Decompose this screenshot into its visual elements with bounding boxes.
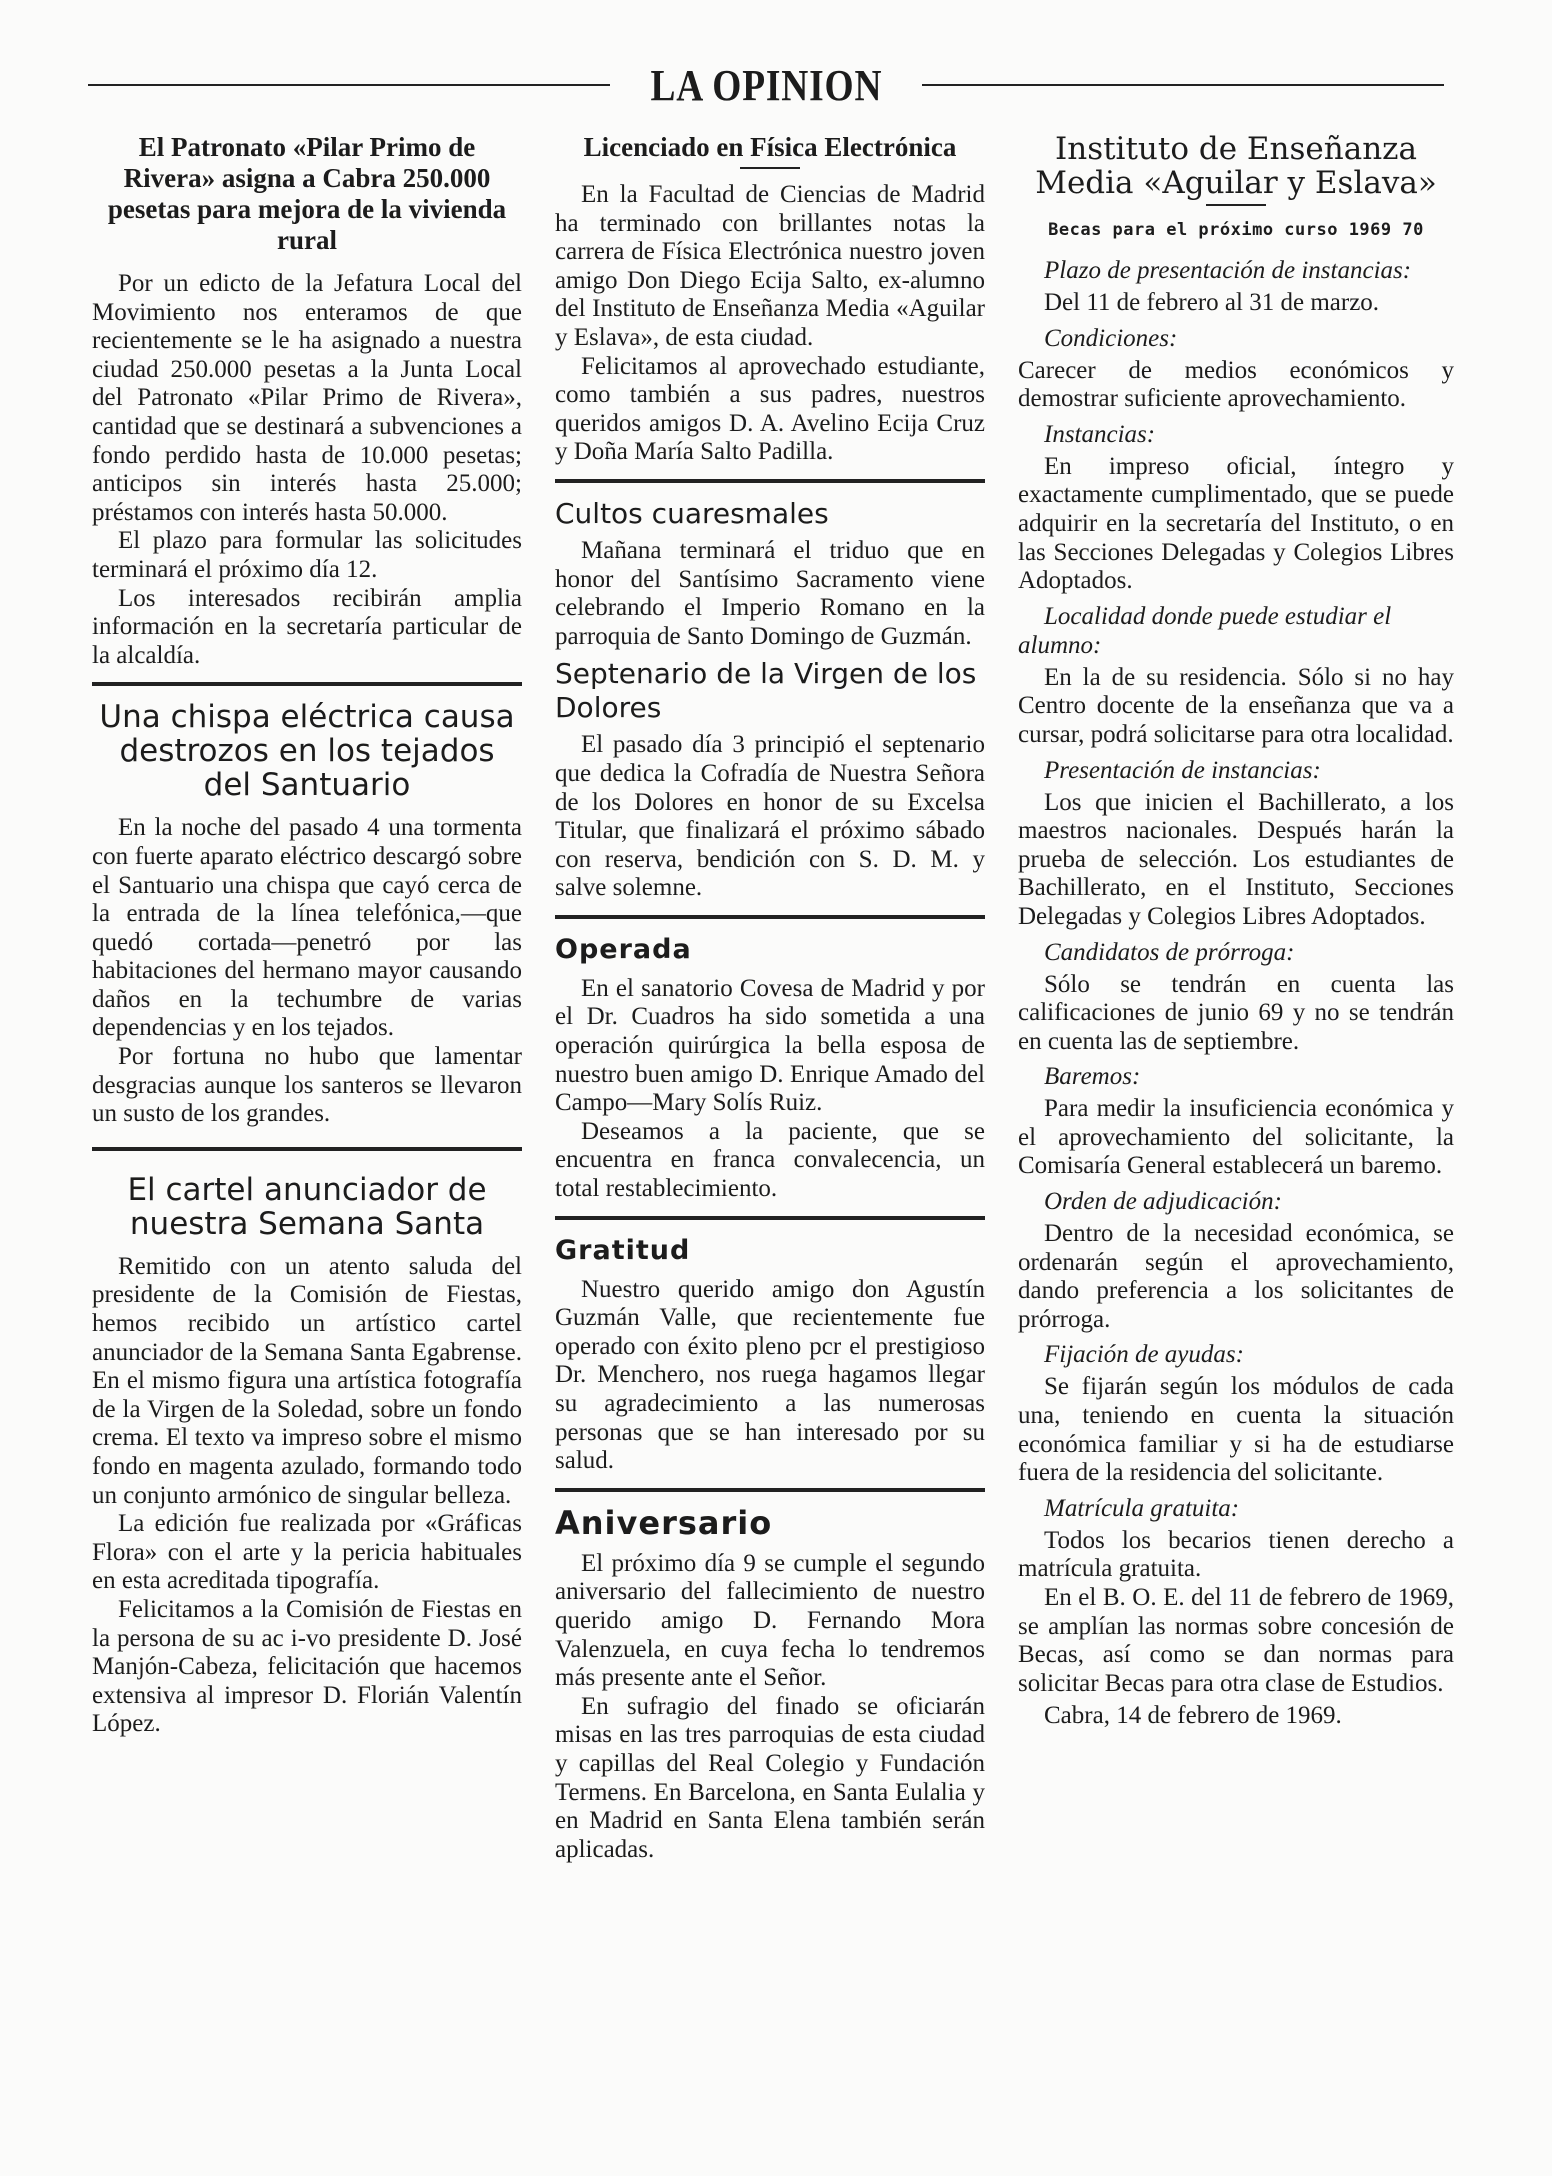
section-text: Sólo se tendrán en cuenta las calificaciones de junio 69 y no se tendrán en cuenta las de septiembre. [1018, 970, 1454, 1055]
article-paragraph: Felicitamos a la Comisión de Fiestas en la persona de su ac i-vo presidente D. José Manjón-Cabeza, felicitación que hacemos extensiva al impresor D. Florián Valentín López. [92, 1595, 522, 1738]
article-operada [555, 933, 985, 1204]
article-paragraph: Nuestro querido amigo don Agustín Guzmán Valle, que recientemente fue operado con éxito pleno pcr el prestigioso Dr. Menchero, nos ruega hagamos llegar su agradecimiento a las numerosas personas que se han interesado por su salud. [555, 1275, 985, 1475]
article-headline: Licenciado en Física Electrónica [583, 132, 957, 162]
section-heading: Candidatos de prórroga: [1044, 938, 1295, 966]
section-divider [555, 915, 985, 919]
article-headline: Septenario de la Virgen de los Dolores [555, 657, 977, 725]
article-paragraph: En la Facultad de Ciencias de Madrid ha terminado con brillantes notas la carrera de Física Electrónica nuestro joven amigo Don Diego Ecija Salto, ex-alumno del Instituto de Enseñanza Media «Aguilar y Eslava», de esta ciudad. [555, 181, 985, 351]
section-text: En impreso oficial, íntegro y exactamente cumplimentado, que se puede adquirir en la secretaría del Instituto, o en las Secciones Delegadas y Colegios Libres Adoptados. [1018, 452, 1454, 595]
section-heading: Presentación de instancias: [1044, 756, 1321, 784]
article-paragraph: Felicitamos al aprovechado estudiante, como también a sus padres, nuestros queridos amigos D. A. Avelino Ecija Cruz y Doña María Salto Padilla. [555, 352, 985, 466]
signature-line: Cabra, 14 de febrero de 1969. [1044, 1702, 1342, 1730]
article-paragraph: En el sanatorio Covesa de Madrid y por el Dr. Cuadros ha sido sometida a una operación quirúrgica la bella esposa de nuestro buen amigo D. Enrique Amado del Campo—Mary Solís Ruiz. [555, 974, 985, 1117]
masthead-rule-left [88, 84, 610, 86]
article-paragraph: El próximo día 9 se cumple el segundo aniversario del fallecimiento de nuestro querido amigo D. Fernando Mora Valenzuela, en cuya fecha lo tendremos más presente ante el Señor. [555, 1549, 985, 1692]
article-cartel [92, 1173, 522, 1739]
column-3 [1018, 132, 1454, 2136]
section-text: Del 11 de febrero al 31 de marzo. [1044, 289, 1380, 316]
headline-underline [740, 167, 800, 169]
section-heading: Plazo de presentación de instancias: [1044, 257, 1412, 284]
section-text: En la de su residencia. Sólo si no hay Centro docente de la enseñanza que va a cursar, podrá solicitarse para otra localidad. [1018, 663, 1454, 748]
masthead-rule-right [922, 84, 1444, 86]
column-1 [92, 132, 522, 2136]
article-headline: El cartel anunciador de nuestra Semana Santa [127, 1171, 487, 1242]
article-subheading: Becas para el próximo curso 1969 70 [1048, 220, 1424, 240]
section-divider [92, 682, 522, 686]
article-cultos [555, 497, 985, 651]
article-paragraph: El plazo para formular las solicitudes terminará el próximo día 12. [92, 527, 522, 583]
section-text: En el B. O. E. del 11 de febrero de 1969, se amplían las normas sobre concesión de Becas, así como se dan normas para solicitar Becas para otra clase de Estudios. [1018, 1584, 1454, 1697]
article-headline: Una chispa eléctrica causa destrozos en los tejados del Santuario [99, 699, 515, 804]
article-paragraph: En la noche del pasado 4 una tormenta con fuerte aparato eléctrico descargó sobre el Santuario una chispa que cayó cerca de la entrada de la línea telefónica,—que quedó cortada—penetró por las habitaciones del hermano mayor causando daños en la techumbre de varias dependencias y en los tejados. [92, 814, 522, 1042]
article-patronato [92, 132, 522, 670]
article-paragraph: Por fortuna no hubo que lamentar desgracias aunque los santeros se llevaron un susto de los grandes. [92, 1043, 522, 1128]
headline-underline [1206, 204, 1266, 206]
article-headline: Operada [555, 933, 692, 965]
article-septenario [555, 657, 985, 903]
newspaper-title: LA OPINION [650, 60, 882, 110]
section-heading: Localidad donde puede estudiar el alumno: [1018, 602, 1392, 659]
column-2 [555, 132, 985, 2136]
article-paragraph: Deseamos a la paciente, que se encuentra en franca convalecencia, un total restablecimiento. [555, 1117, 985, 1203]
article-headline: Aniversario [555, 1503, 773, 1542]
article-licenciado [555, 132, 985, 467]
section-heading: Fijación de ayudas: [1044, 1341, 1244, 1369]
article-headline: El Patronato «Pilar Primo de Rivera» asigna a Cabra 250.000 pesetas para mejora de la vivienda rural [107, 132, 507, 255]
article-headline: Instituto de Enseñanza Media «Aguilar y Eslava» [1035, 131, 1437, 201]
section-heading: Instancias: [1044, 420, 1156, 448]
section-text: Carecer de medios económicos y demostrar suficiente aprovechamiento. [1018, 356, 1454, 413]
section-text: Dentro de la necesidad económica, se ordenarán según el aprovechamiento, dando preferencia a los solicitantes de prórroga. [1018, 1220, 1454, 1333]
article-paragraph: En sufragio del finado se oficiarán misas en las tres parroquias de esta ciudad y capillas del Real Colegio y Fundación Termens. En Barcelona, en Santa Eulalia y en Madrid en Santa Elena también serán aplicadas. [555, 1692, 985, 1863]
article-paragraph: Remitido con un atento saluda del presidente de la Comisión de Fiestas, hemos recibido un artístico cartel anunciador de la Semana Santa Egabrense. En el mismo figura una artística fotografía de la Virgen de la Soledad, sobre un fondo crema. El texto va impreso sobre el mismo fondo en magenta azulado, formando todo un conjunto armónico de singular belleza. [92, 1252, 522, 1509]
section-heading: Baremos: [1044, 1063, 1141, 1091]
article-headline: Gratitud [555, 1234, 691, 1266]
article-chispa [92, 700, 522, 1129]
article-aniversario [555, 1503, 985, 1865]
section-divider [555, 1488, 985, 1492]
article-paragraph: Los interesados recibirán amplia información en la secretaría particular de la alcaldía. [92, 584, 522, 669]
section-text: Los que inicien el Bachillerato, a los maestros nacionales. Después harán la prueba de selección. Los estudiantes de Bachillerato, en el Instituto, Secciones Delegadas y Colegios Libres Adoptados. [1018, 788, 1454, 930]
section-text: Se fijarán según los módulos de cada una, teniendo en cuenta la situación económica familiar y si ha de estudiarse fuera de la residencia del solicitante. [1018, 1373, 1454, 1487]
article-gratitud [555, 1234, 985, 1476]
article-paragraph: El pasado día 3 principió el septenario que dedica la Cofradía de Nuestra Señora de los Dolores en honor de su Excelsa Titular, que finalizará el próximo sábado con reserva, bendición con S. D. M. y salve solemne. [555, 731, 985, 902]
masthead [88, 55, 1444, 115]
article-headline: Cultos cuaresmales [555, 496, 829, 530]
section-heading: Condiciones: [1044, 324, 1178, 352]
section-heading: Matrícula gratuita: [1044, 1494, 1240, 1522]
section-divider [555, 1216, 985, 1220]
section-divider [555, 479, 985, 483]
section-heading: Orden de adjudicación: [1044, 1188, 1282, 1216]
section-text: Todos los becarios tienen derecho a matrícula gratuita. [1018, 1526, 1454, 1583]
article-paragraph: Mañana terminará el triduo que en honor del Santísimo Sacramento viene celebrando el Imperio Romano en la parroquia de Santo Domingo de Guzmán. [555, 536, 985, 650]
article-paragraph: La edición fue realizada por «Gráficas Flora» con el arte y la pericia habituales en esta acreditada tipografía. [92, 1510, 522, 1595]
section-divider [92, 1147, 522, 1151]
section-text: Para medir la insuficiencia económica y el aprovechamiento del solicitante, la Comisaría General establecerá un baremo. [1018, 1095, 1454, 1180]
article-paragraph: Por un edicto de la Jefatura Local del Movimiento nos enteramos de que recientemente se le ha asignado a nuestra ciudad 250.000 pesetas a la Junta Local del Patronato «Pilar Primo de Rivera», cantidad que se destinará a subvenciones a fondo perdido hasta de 10.000 pesetas; anticipos sin interés hasta 25.000; préstamos con interés hasta 50.000. [92, 270, 522, 526]
